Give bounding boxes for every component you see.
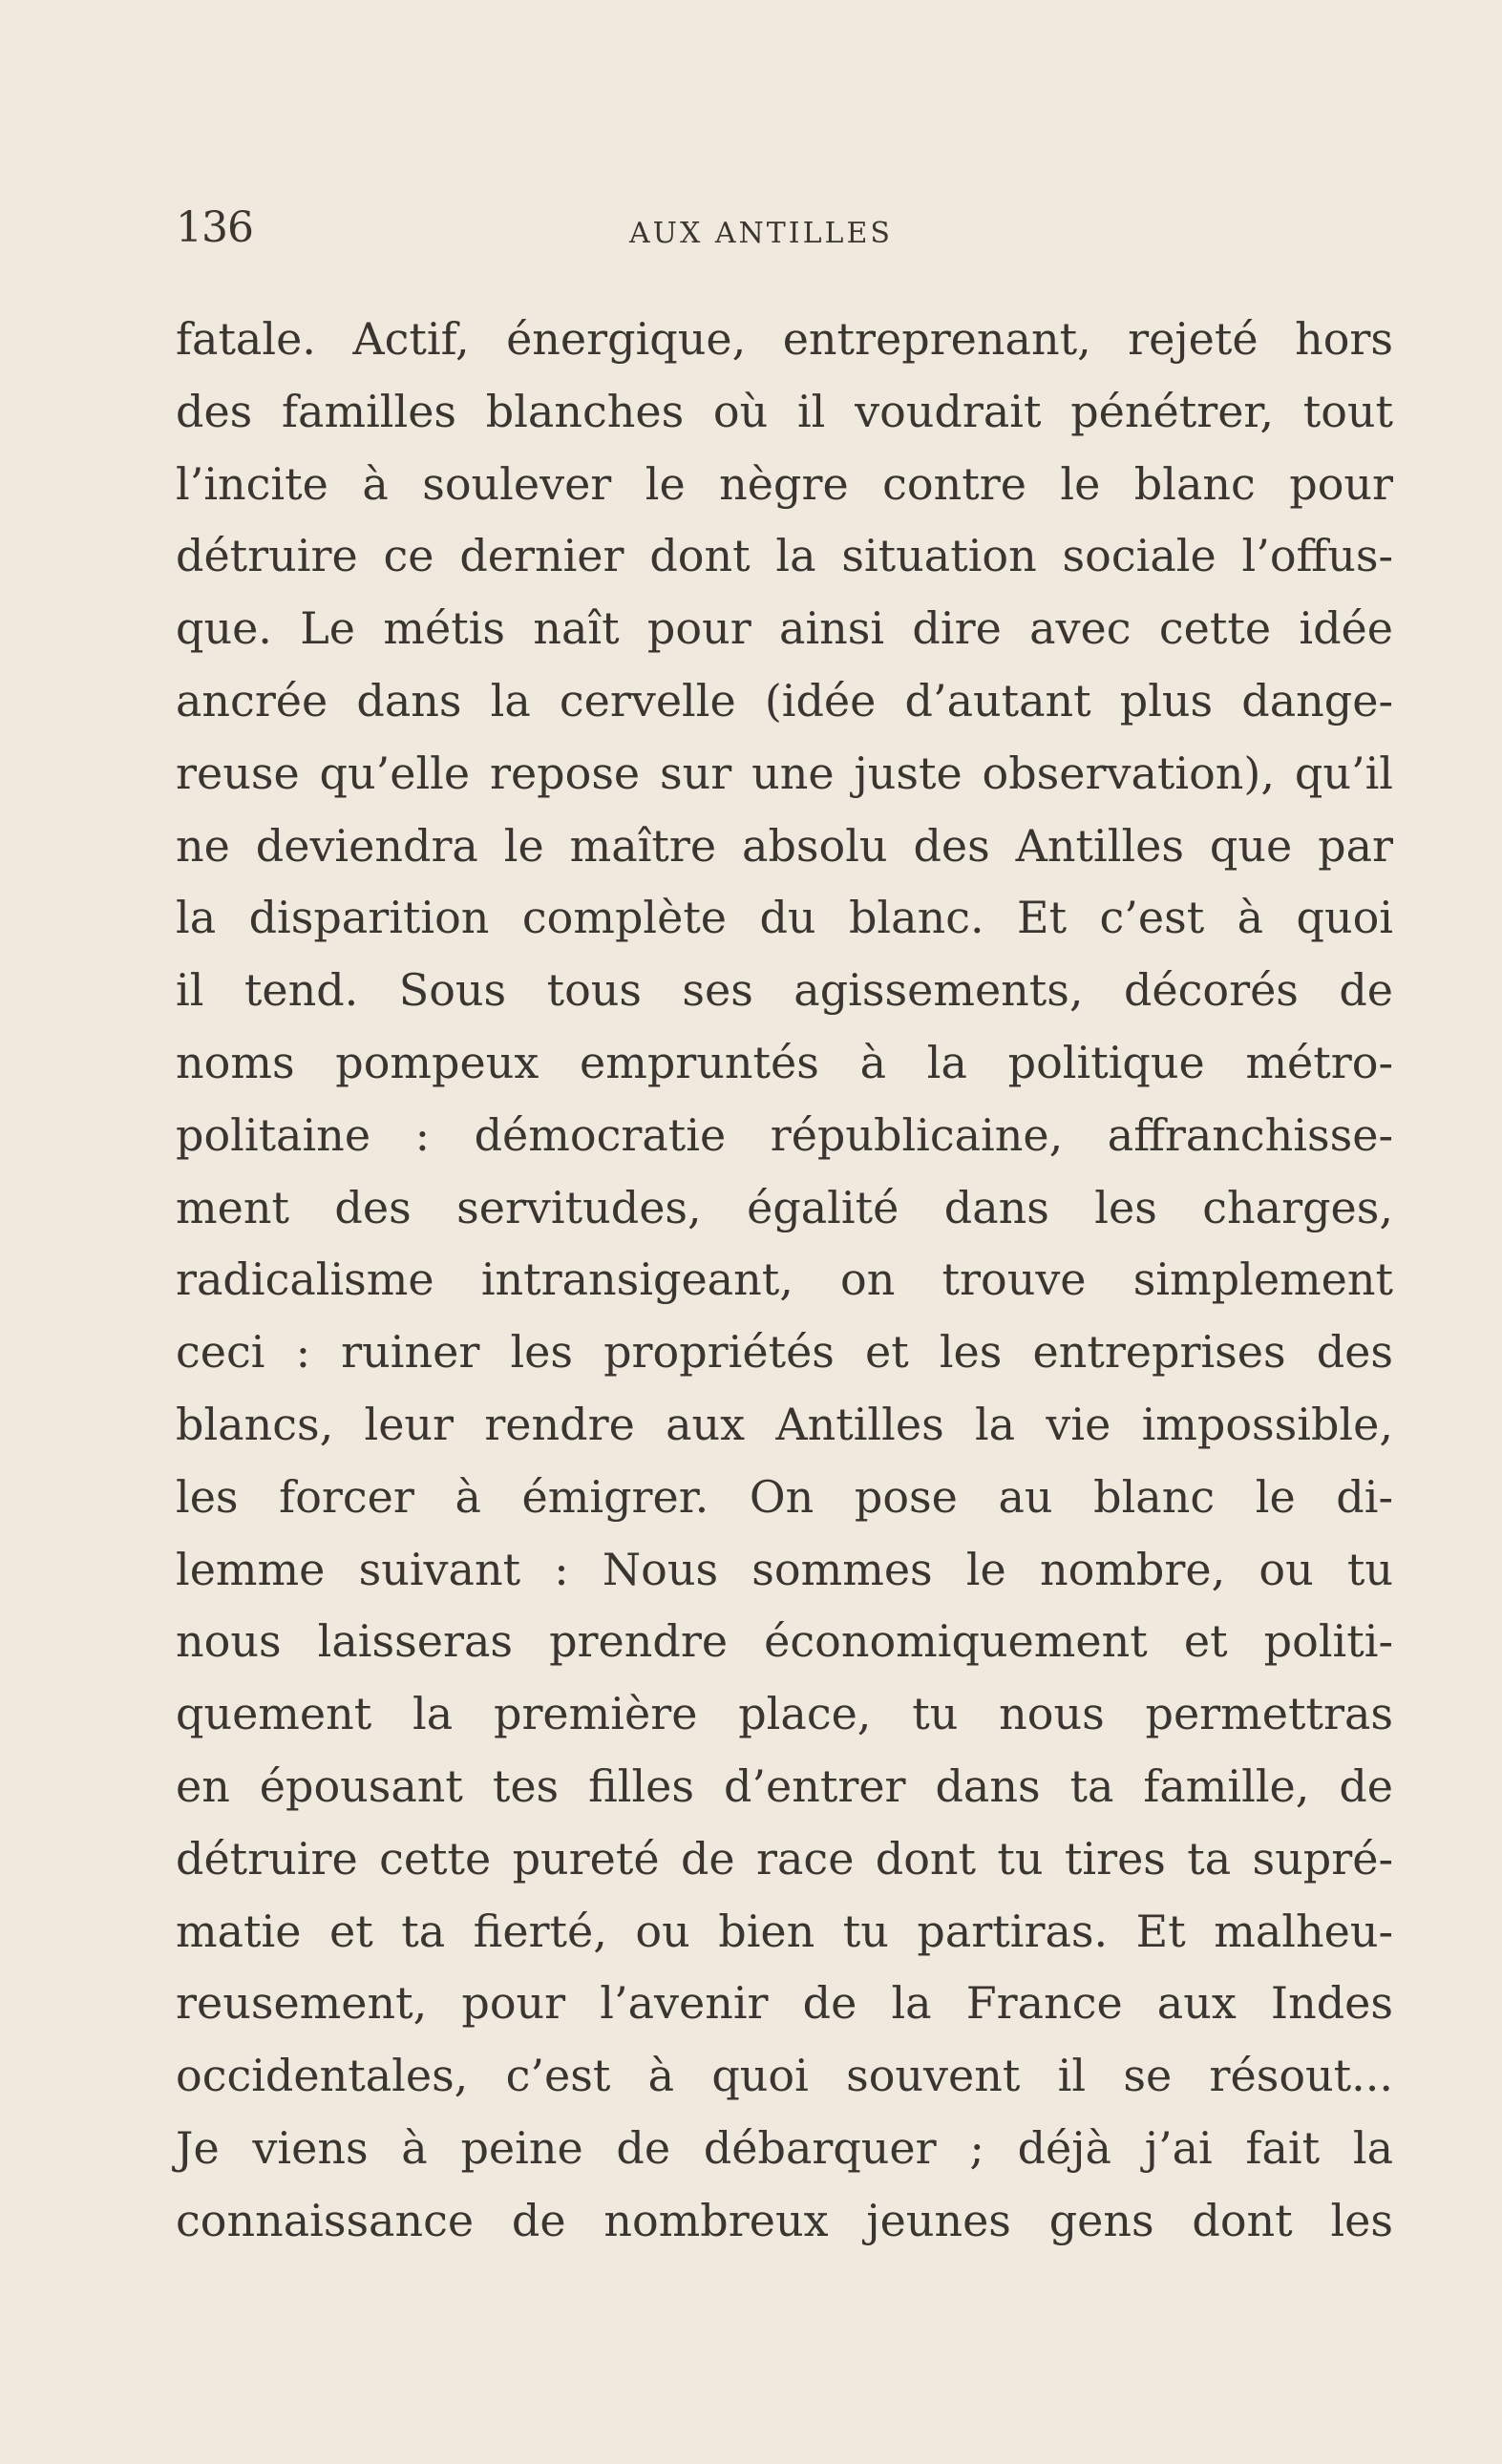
text-line: matie et ta fierté, ou bien tu partiras. Et malheu- <box>176 1905 1393 1957</box>
text-line: l’incite à soulever le nègre contre le blanc pour <box>176 457 1393 510</box>
text-line: quement la première place, tu nous permettras <box>176 1688 1393 1740</box>
text-line: radicalisme intransigeant, on trouve simplement <box>176 1253 1393 1306</box>
text-line: nous laisseras prendre économiquement et politi- <box>176 1615 1393 1668</box>
text-line: reuse qu’elle repose sur une juste observation), qu’il <box>176 747 1393 799</box>
page-header <box>176 203 1393 261</box>
text-line: il tend. Sous tous ses agissements, décorés de <box>176 964 1393 1017</box>
text-line: en épousant tes filles d’entrer dans ta famille, de <box>176 1759 1393 1812</box>
text-line: Je viens à peine de débarquer ; déjà j’ai fait la <box>176 2121 1393 2174</box>
text-line: la disparition complète du blanc. Et c’est à quoi <box>176 892 1393 944</box>
text-line: que. Le métis naît pour ainsi dire avec cette idée <box>176 602 1393 655</box>
body-text <box>176 304 1393 2258</box>
text-line: noms pompeux empruntés à la politique métro- <box>176 1036 1393 1088</box>
text-line: ceci : ruiner les propriétés et les entreprises des <box>176 1326 1393 1379</box>
text-line: occidentales, c’est à quoi souvent il se résout... <box>176 2050 1393 2102</box>
text-line: ne deviendra le maître absolu des Antilles que par <box>176 819 1393 872</box>
page-number: 136 <box>176 203 253 252</box>
text-line: les forcer à émigrer. On pose au blanc le di- <box>176 1470 1393 1523</box>
text-line: des familles blanches où il voudrait pénétrer, tout <box>176 385 1393 437</box>
text-line: ment des servitudes, égalité dans les charges, <box>176 1181 1393 1233</box>
text-line: détruire cette pureté de race dont tu tires ta supré- <box>176 1832 1393 1885</box>
text-line: lemme suivant : Nous sommes le nombre, ou tu <box>176 1543 1393 1595</box>
text-line: politaine : démocratie républicaine, affranchisse- <box>176 1108 1393 1161</box>
text-line: détruire ce dernier dont la situation sociale l’offus- <box>176 530 1393 582</box>
text-line: connaissance de nombreux jeunes gens dont les <box>176 2194 1393 2246</box>
running-title: AUX ANTILLES <box>629 217 893 250</box>
text-line: fatale. Actif, énergique, entreprenant, rejeté hors <box>176 313 1393 365</box>
text-line: ancrée dans la cervelle (idée d’autant plus dange- <box>176 674 1393 727</box>
text-line: reusement, pour l’avenir de la France aux Indes <box>176 1977 1393 2030</box>
text-line: blancs, leur rendre aux Antilles la vie impossible, <box>176 1398 1393 1450</box>
